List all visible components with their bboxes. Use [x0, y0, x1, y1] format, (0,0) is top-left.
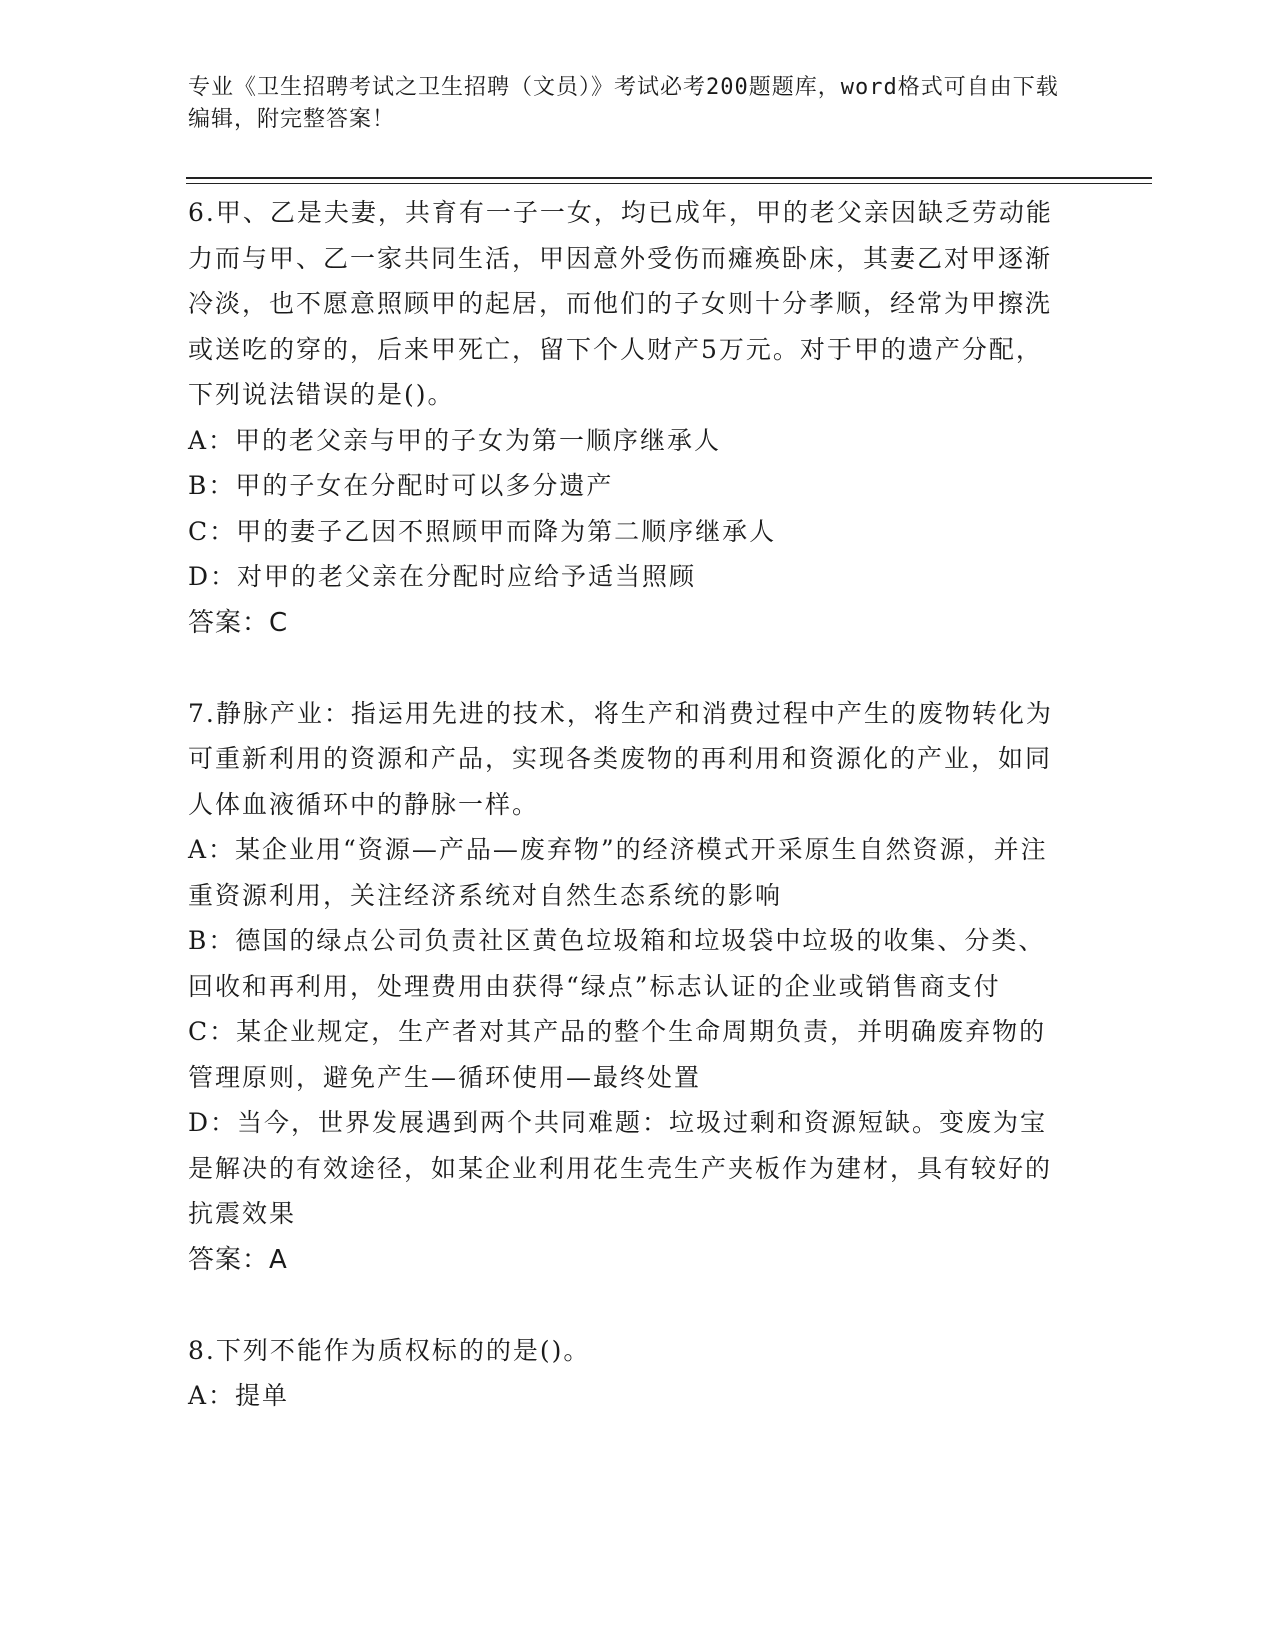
- answer: 答案：C: [188, 607, 289, 638]
- answer: 答案：A: [188, 1244, 288, 1275]
- option-a: A：提单: [188, 1381, 290, 1410]
- header-divider-thin: [186, 183, 1152, 184]
- spacer: [188, 1283, 1068, 1328]
- option-b: B：甲的子女在分配时可以多分遗产: [188, 471, 614, 500]
- document-header: [188, 72, 1068, 136]
- option-c: C：甲的妻子乙因不照顾甲而降为第二顺序继承人: [188, 516, 777, 546]
- header-title: 专业《卫生招聘考试之卫生招聘（文员）》考试必考200题题库，word格式可自由下载编辑，附完整答案！: [188, 75, 1059, 132]
- option-d: D：对甲的老父亲在分配时应给予适当照顾: [188, 562, 697, 591]
- option-c: C：某企业规定，生产者对其产品的整个生命周期负责，并明确废弃物的管理原则，避免产生—循环使用—最终处置: [188, 1017, 1047, 1092]
- question-stem: 8.下列不能作为质权标的的是()。: [188, 1335, 591, 1365]
- question-7: [188, 691, 1068, 1283]
- question-8: [188, 1328, 1068, 1419]
- option-b: B：德国的绿点公司负责社区黄色垃圾箱和垃圾袋中垃圾的收集、分类、回收和再利用，处理费用由获得“绿点”标志认证的企业或销售商支付: [188, 926, 1046, 1001]
- question-stem: 6.甲、乙是夫妻，共育有一子一女，均已成年，甲的老父亲因缺乏劳动能力而与甲、乙一家共同生活，甲因意外受伤而瘫痪卧床，其妻乙对甲逐渐冷淡，也不愿意照顾甲的起居，而他们的子女则十分孝顺，经常为甲擦洗或送吃的穿的，后来甲死亡，留下个人财产5万元。对于甲的遗产分配，下列说法错误的是()。: [188, 198, 1053, 409]
- question-6: [188, 190, 1068, 646]
- spacer: [188, 646, 1068, 691]
- header-divider-thick: [186, 177, 1152, 179]
- option-a: A：某企业用“资源—产品—废弃物”的经济模式开采原生自然资源，并注重资源利用，关注经济系统对自然生态系统的影响: [188, 835, 1048, 910]
- question-list: [188, 190, 1068, 1419]
- option-d: D：当今，世界发展遇到两个共同难题：垃圾过剩和资源短缺。变废为宝是解决的有效途径，如某企业利用花生壳生产夹板作为建材，具有较好的抗震效果: [188, 1108, 1053, 1228]
- option-a: A：甲的老父亲与甲的子女为第一顺序继承人: [188, 425, 722, 455]
- question-stem: 7.静脉产业：指运用先进的技术，将生产和消费过程中产生的废物转化为可重新利用的资源和产品，实现各类废物的再利用和资源化的产业，如同人体血液循环中的静脉一样。: [188, 698, 1053, 819]
